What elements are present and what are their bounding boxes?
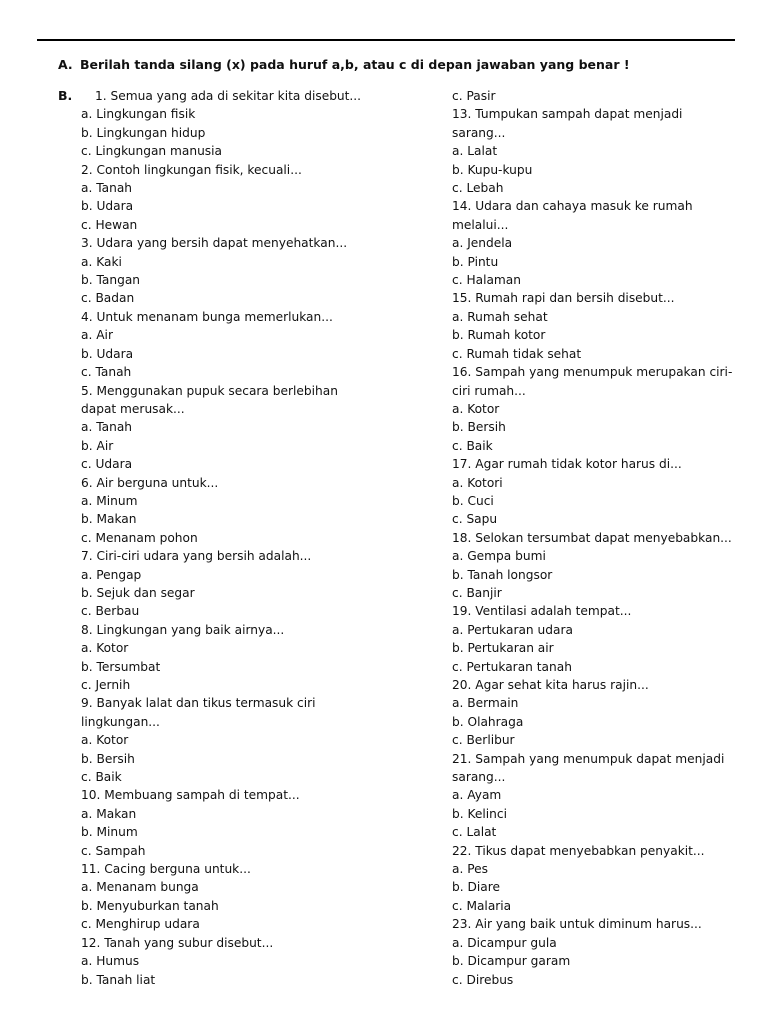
answer-option: c. Baik [81, 770, 122, 785]
answer-option: a. Kaki [81, 254, 122, 269]
answer-option: c. Sapu [452, 512, 498, 527]
question-text: 5. Menggunakan pupuk secara berlebihan [81, 383, 338, 398]
answer-option: c. Lebah [452, 181, 504, 196]
answer-option: b. Tersumbat [81, 659, 161, 674]
answer-option: c. Tanah [81, 365, 132, 380]
question-text-continued: lingkungan... [81, 714, 160, 729]
answer-option: b. Minum [81, 825, 138, 840]
answer-option: a. Tanah [81, 181, 133, 196]
answer-option: a. Jendela [452, 236, 513, 251]
answer-option: c. Berbau [81, 604, 140, 619]
answer-option: c. Hewan [81, 217, 138, 232]
answer-option: c. Menghirup udara [81, 917, 200, 932]
answer-option: a. Ayam [452, 788, 502, 803]
question-text: 22. Tikus dapat menyebabkan penyakit... [452, 843, 705, 858]
answer-option: a. Pengap [81, 567, 142, 582]
question-text: 6. Air berguna untuk... [81, 475, 219, 490]
question-text: 20. Agar sehat kita harus rajin... [452, 678, 649, 692]
answer-option: a. Bermain [452, 696, 519, 711]
answer-option: a. Minum [81, 493, 138, 508]
question-text: 3. Udara yang bersih dapat menyehatkan... [81, 236, 348, 251]
answer-option: b. Bersih [81, 751, 135, 766]
answer-option: a. Dicampur gula [452, 935, 557, 950]
answer-option: a. Kotor [81, 641, 129, 656]
question-text-continued: melalui... [452, 217, 509, 232]
answer-option: b. Tanah longsor [452, 567, 553, 582]
instruction-heading [58, 56, 630, 74]
answer-option: c. Malaria [452, 898, 512, 913]
answer-option: b. Sejuk dan segar [81, 585, 195, 600]
answer-option: c. Badan [81, 291, 135, 306]
answer-option: b. Kelinci [452, 806, 507, 821]
answer-option: a. Lingkungan fisik [81, 107, 196, 122]
answer-option: b. Pintu [452, 254, 499, 269]
answer-option: c. Berlibur [452, 733, 515, 748]
answer-option: a. Tanah [81, 420, 133, 435]
answer-option: b. Tangan [81, 273, 141, 288]
answer-option: b. Menyuburkan tanah [81, 898, 219, 913]
answer-option: c. Rumah tidak sehat [452, 346, 582, 361]
answer-option: a. Pertukaran udara [452, 622, 573, 637]
answer-option: c. Udara [81, 457, 133, 472]
question-text-continued: dapat merusak... [81, 401, 185, 416]
answer-option: c. Pasir [452, 89, 496, 103]
answer-option: a. Kotor [81, 733, 129, 748]
question-text: 18. Selokan tersumbat dapat menyebabkan... [452, 530, 732, 545]
question-text: 16. Sampah yang menumpuk merupakan ciri- [452, 365, 733, 380]
answer-option: c. Lalat [452, 825, 497, 840]
top-rule [37, 39, 735, 41]
question-text: 12. Tanah yang subur disebut... [81, 935, 274, 950]
answer-option: a. Rumah sehat [452, 309, 548, 324]
answer-option: a. Humus [81, 954, 140, 969]
section-a-marker: A. [58, 57, 73, 72]
question-text: 21. Sampah yang menumpuk dapat menjadi [452, 751, 725, 766]
question-text: 13. Tumpukan sampah dapat menjadi [452, 107, 683, 122]
answer-option: c. Banjir [452, 585, 502, 600]
answer-option: b. Air [81, 438, 114, 453]
instruction-text: Berilah tanda silang (x) pada huruf a,b, atau c di depan jawaban yang benar ! [80, 57, 630, 72]
answer-option: b. Makan [81, 512, 137, 527]
question-text: 8. Lingkungan yang baik airnya... [81, 622, 285, 637]
question-text-continued: sarang... [452, 770, 506, 785]
answer-option: c. Lingkungan manusia [81, 144, 223, 159]
answer-option: b. Tanah liat [81, 972, 156, 987]
question-text-continued: ciri rumah... [452, 383, 526, 398]
answer-option: a. Pes [452, 862, 488, 877]
answer-option: a. Makan [81, 806, 137, 821]
answer-option: c. Direbus [452, 972, 514, 987]
question-text: 11. Cacing berguna untuk... [81, 862, 251, 877]
answer-option: b. Kupu-kupu [452, 162, 533, 177]
answer-option: b. Lingkungan hidup [81, 125, 206, 140]
answer-option: b. Olahraga [452, 714, 524, 729]
answer-option: b. Pertukaran air [452, 641, 554, 656]
left-question-column [81, 87, 441, 989]
question-text: 2. Contoh lingkungan fisik, kecuali... [81, 162, 302, 177]
answer-option: b. Diare [452, 880, 500, 895]
answer-option: c. Pertukaran tanah [452, 659, 572, 674]
answer-option: a. Kotor [452, 401, 500, 416]
answer-option: a. Menanam bunga [81, 880, 199, 895]
question-text: 7. Ciri-ciri udara yang bersih adalah... [81, 549, 312, 564]
answer-option: b. Cuci [452, 493, 494, 508]
question-text: 14. Udara dan cahaya masuk ke rumah [452, 199, 693, 214]
answer-option: b. Udara [81, 346, 134, 361]
answer-option: b. Udara [81, 199, 134, 214]
question-text: 17. Agar rumah tidak kotor harus di... [452, 457, 682, 472]
question-text: 4. Untuk menanam bunga memerlukan... [81, 309, 333, 324]
answer-option: c. Baik [452, 438, 493, 453]
answer-option: a. Gempa bumi [452, 549, 546, 564]
question-text: 15. Rumah rapi dan bersih disebut... [452, 291, 675, 306]
question-text: 1. Semua yang ada di sekitar kita disebut... [95, 89, 362, 103]
answer-option: b. Dicampur garam [452, 954, 571, 969]
answer-option: a. Lalat [452, 144, 498, 159]
answer-option: a. Kotori [452, 475, 503, 490]
answer-option: c. Sampah [81, 843, 146, 858]
answer-option: b. Rumah kotor [452, 328, 546, 343]
right-question-column [452, 87, 752, 989]
question-text-continued: sarang... [452, 125, 506, 140]
question-text: 19. Ventilasi adalah tempat... [452, 604, 632, 619]
answer-option: c. Halaman [452, 273, 522, 288]
question-text: 23. Air yang baik untuk diminum harus... [452, 917, 702, 932]
answer-option: c. Jernih [81, 678, 131, 692]
answer-option: c. Menanam pohon [81, 530, 198, 545]
section-b-marker: B. [58, 88, 73, 103]
answer-option: a. Air [81, 328, 113, 343]
question-text: 10. Membuang sampah di tempat... [81, 788, 300, 803]
question-text: 9. Banyak lalat dan tikus termasuk ciri [81, 696, 316, 711]
answer-option: b. Bersih [452, 420, 506, 435]
